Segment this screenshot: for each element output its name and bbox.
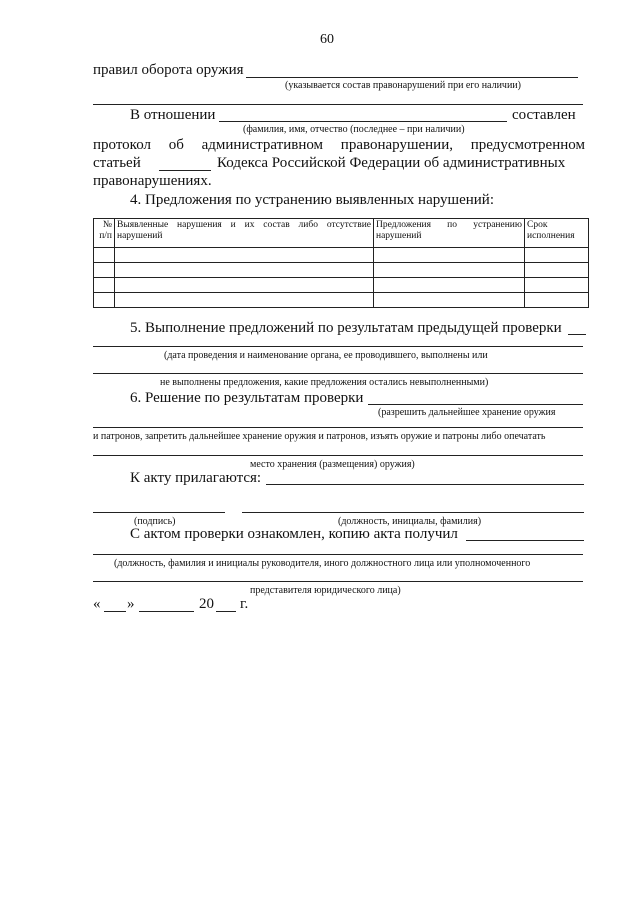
table-row	[94, 263, 589, 278]
page-number: 60	[320, 32, 334, 47]
decision-caption-2: и патронов, запретить дальнейшее хранение оружия и патронов, изъять оружие и патроны либо опечатать	[93, 431, 546, 442]
previous-check-caption-2: не выполнены предложения, какие предложения остались невыполненными)	[160, 377, 489, 388]
decision-caption-3: место хранения (размещения) оружия)	[250, 459, 415, 470]
representative-fill-line[interactable]	[93, 554, 583, 555]
signature-fill-line[interactable]	[93, 512, 225, 513]
table-row	[94, 293, 589, 308]
date-year-prefix: 20	[199, 596, 214, 612]
person-name-caption: (фамилия, имя, отчество (последнее – при наличии)	[243, 124, 465, 135]
attachments-label: К акту прилагаются:	[130, 470, 262, 486]
date-day-field[interactable]	[104, 611, 126, 612]
position-name-caption: (должность, инициалы, фамилия)	[338, 516, 482, 527]
decision-fill-line-3[interactable]	[93, 455, 583, 456]
previous-check-fill-line[interactable]	[568, 334, 586, 335]
representative-fill-line-2[interactable]	[93, 581, 583, 582]
code-reference-text: Кодекса Российской Федерации об административных	[217, 155, 566, 171]
representative-caption-1: (должность, фамилия и инициалы руководителя, иного должностного лица или уполномоченного	[114, 558, 531, 569]
proposals-table	[93, 218, 589, 308]
section-4-title: 4. Предложения по устранению выявленных нарушений:	[130, 192, 495, 208]
acquainted-fill-line[interactable]	[466, 540, 584, 541]
date-year-suffix: г.	[240, 596, 249, 612]
person-name-fill-line[interactable]	[219, 121, 507, 122]
violations-fill-line[interactable]	[246, 77, 578, 78]
previous-check-fill-line-3[interactable]	[93, 373, 583, 374]
offenses-text: правонарушениях.	[93, 173, 212, 189]
date-year-field[interactable]	[216, 611, 236, 612]
decision-fill-line[interactable]	[368, 404, 583, 405]
date-month-field[interactable]	[139, 611, 194, 612]
compiled-label: составлен	[512, 107, 576, 123]
position-name-fill-line[interactable]	[242, 512, 584, 513]
violations-fill-line-2[interactable]	[93, 104, 583, 105]
article-number-fill-line[interactable]	[159, 170, 211, 171]
violations-caption: (указывается состав правонарушений при его наличии)	[285, 80, 521, 91]
in-relation-label: В отношении	[130, 107, 216, 123]
previous-check-caption-1: (дата проведения и наименование органа, ее проводившего, выполнены или	[164, 350, 488, 361]
section-6-title: 6. Решение по результатам проверки	[130, 390, 364, 406]
article-label: статьей	[93, 155, 141, 171]
date-open-quote: «	[93, 596, 101, 612]
header-proposals: Предложения по устранению нарушений	[374, 219, 525, 248]
table-row	[94, 248, 589, 263]
table-row	[94, 278, 589, 293]
signature-caption: (подпись)	[134, 516, 176, 527]
section-5-title: 5. Выполнение предложений по результатам предыдущей проверки	[130, 320, 562, 336]
header-number: № п/п	[94, 219, 115, 248]
attachments-fill-line[interactable]	[266, 484, 584, 485]
previous-check-fill-line-2[interactable]	[93, 346, 583, 347]
header-violations: Выявленные нарушения и их состав либо отсутствие нарушений	[115, 219, 374, 248]
protocol-line-1: протокол об административном правонарушении, предусмотренном	[93, 137, 585, 153]
decision-caption-1: (разрешить дальнейшее хранение оружия	[378, 407, 556, 418]
decision-fill-line-2[interactable]	[93, 427, 583, 428]
representative-caption-2: представителя юридического лица)	[250, 585, 401, 596]
header-deadline: Срок исполнения	[525, 219, 589, 248]
acquainted-text: С актом проверки ознакомлен, копию акта получил	[130, 526, 458, 542]
table-header-row	[94, 219, 589, 248]
weapon-rules-text: правил оборота оружия	[93, 62, 244, 78]
date-close-quote: »	[127, 596, 135, 612]
